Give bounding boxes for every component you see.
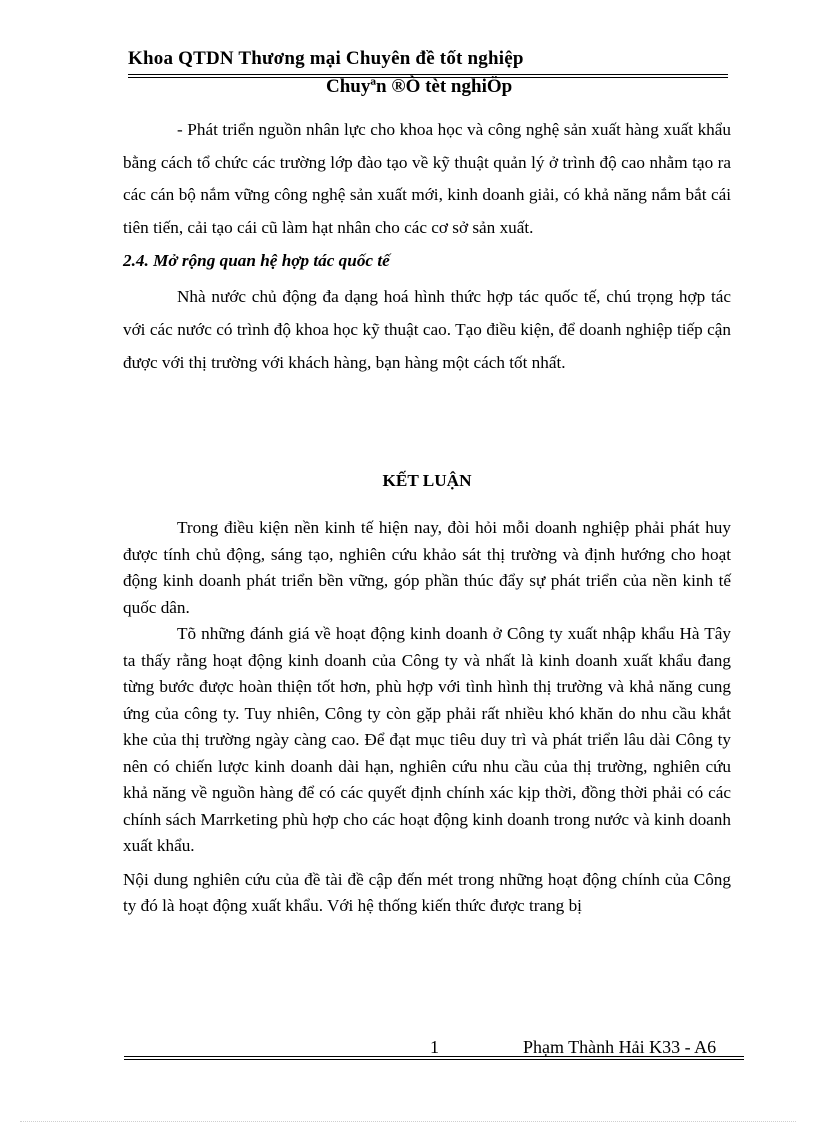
page-number: 1 bbox=[430, 1037, 439, 1057]
paragraph-conclusion-assessment: Tõ những đánh giá về hoạt động kinh doanh ở Công ty xuất nhập khẩu Hà Tây ta thấy rằng hoạt động kinh doanh của Công ty và nhất là kinh doanh xuất khẩu đang từng bước được hoàn thiện tốt hơn, phù hợp với tình hình thị trường và khả năng cung ứng của công ty. Tuy nhiên, Công ty còn gặp phải rất nhiều khó khăn do nhu cầu khắt khe của thị trường ngày càng cao. Để đạt mục tiêu duy trì và phát triển lâu dài Công ty nên có chiến lược kinh doanh dài hạn, nghiên cứu nhu cầu của thị trường, nghiên cứu khả năng về nguồn hàng để có các quyết định chính xác kịp thời, đồng thời phải có các chính sách Marrketing phù hợp cho các hoạt động kinh doanh trong nước và kinh doanh xuất khẩu. bbox=[123, 624, 731, 855]
header-subtitle: Chuyªn ®Ò tèt nghiÖp bbox=[326, 76, 513, 97]
paragraph-human-resources: - Phát triển nguồn nhân lực cho khoa học và công nghệ sản xuất hàng xuất khẩu bằng cách tổ chức các trường lớp đào tạo về kỹ thuật quản lý ở trình độ cao nhằm tạo ra các cán bộ nắm vững công nghệ sản xuất mới, kinh doanh giải, có khả năng nắm bắt cái tiên tiến, cải tạo cái cũ làm hạt nhân cho các cơ sở sản xuất. bbox=[123, 120, 731, 237]
header-title: Khoa QTDN Thương mại Chuyên đề tốt nghiệp bbox=[128, 48, 524, 69]
page-header bbox=[128, 48, 728, 97]
footer-rule-top bbox=[124, 1056, 744, 1057]
conclusion-title: KẾT LUẬN bbox=[382, 471, 472, 490]
page-footer bbox=[124, 1037, 744, 1067]
paragraph-international-cooperation: Nhà nước chủ động đa dạng hoá hình thức hợp tác quốc tế, chú trọng hợp tác với các nước có trình độ khoa học kỹ thuật cao. Tạo điều kiện, để doanh nghiệp tiếp cận được với thị trường với khách hàng, bạn hàng một cách tốt nhất. bbox=[123, 287, 731, 372]
paragraph-conclusion-intro: Trong điều kiện nền kinh tế hiện nay, đòi hỏi mỗi doanh nghiệp phải phát huy được tính chủ động, sáng tạo, nghiên cứu khảo sát thị trường và định hướng cho hoạt động kinh doanh phát triển bền vững, góp phần thúc đẩy sự phát triển của nền kinh tế quốc dân. bbox=[123, 518, 731, 617]
paragraph-research-scope: Nội dung nghiên cứu của đề tài đề cập đến mét trong những hoạt động chính của Công ty đó là hoạt động xuất khẩu. Với hệ thống kiến thức được trang bị bbox=[123, 869, 731, 915]
document-body bbox=[123, 114, 731, 920]
footer-rule-bottom bbox=[124, 1059, 744, 1060]
section-heading: 2.4. Mở rộng quan hệ hợp tác quốc tế bbox=[123, 251, 390, 270]
page-edge-divider bbox=[20, 1121, 796, 1122]
header-rule-top bbox=[128, 74, 728, 75]
footer-author: Phạm Thành Hải K33 - A6 bbox=[523, 1037, 717, 1057]
